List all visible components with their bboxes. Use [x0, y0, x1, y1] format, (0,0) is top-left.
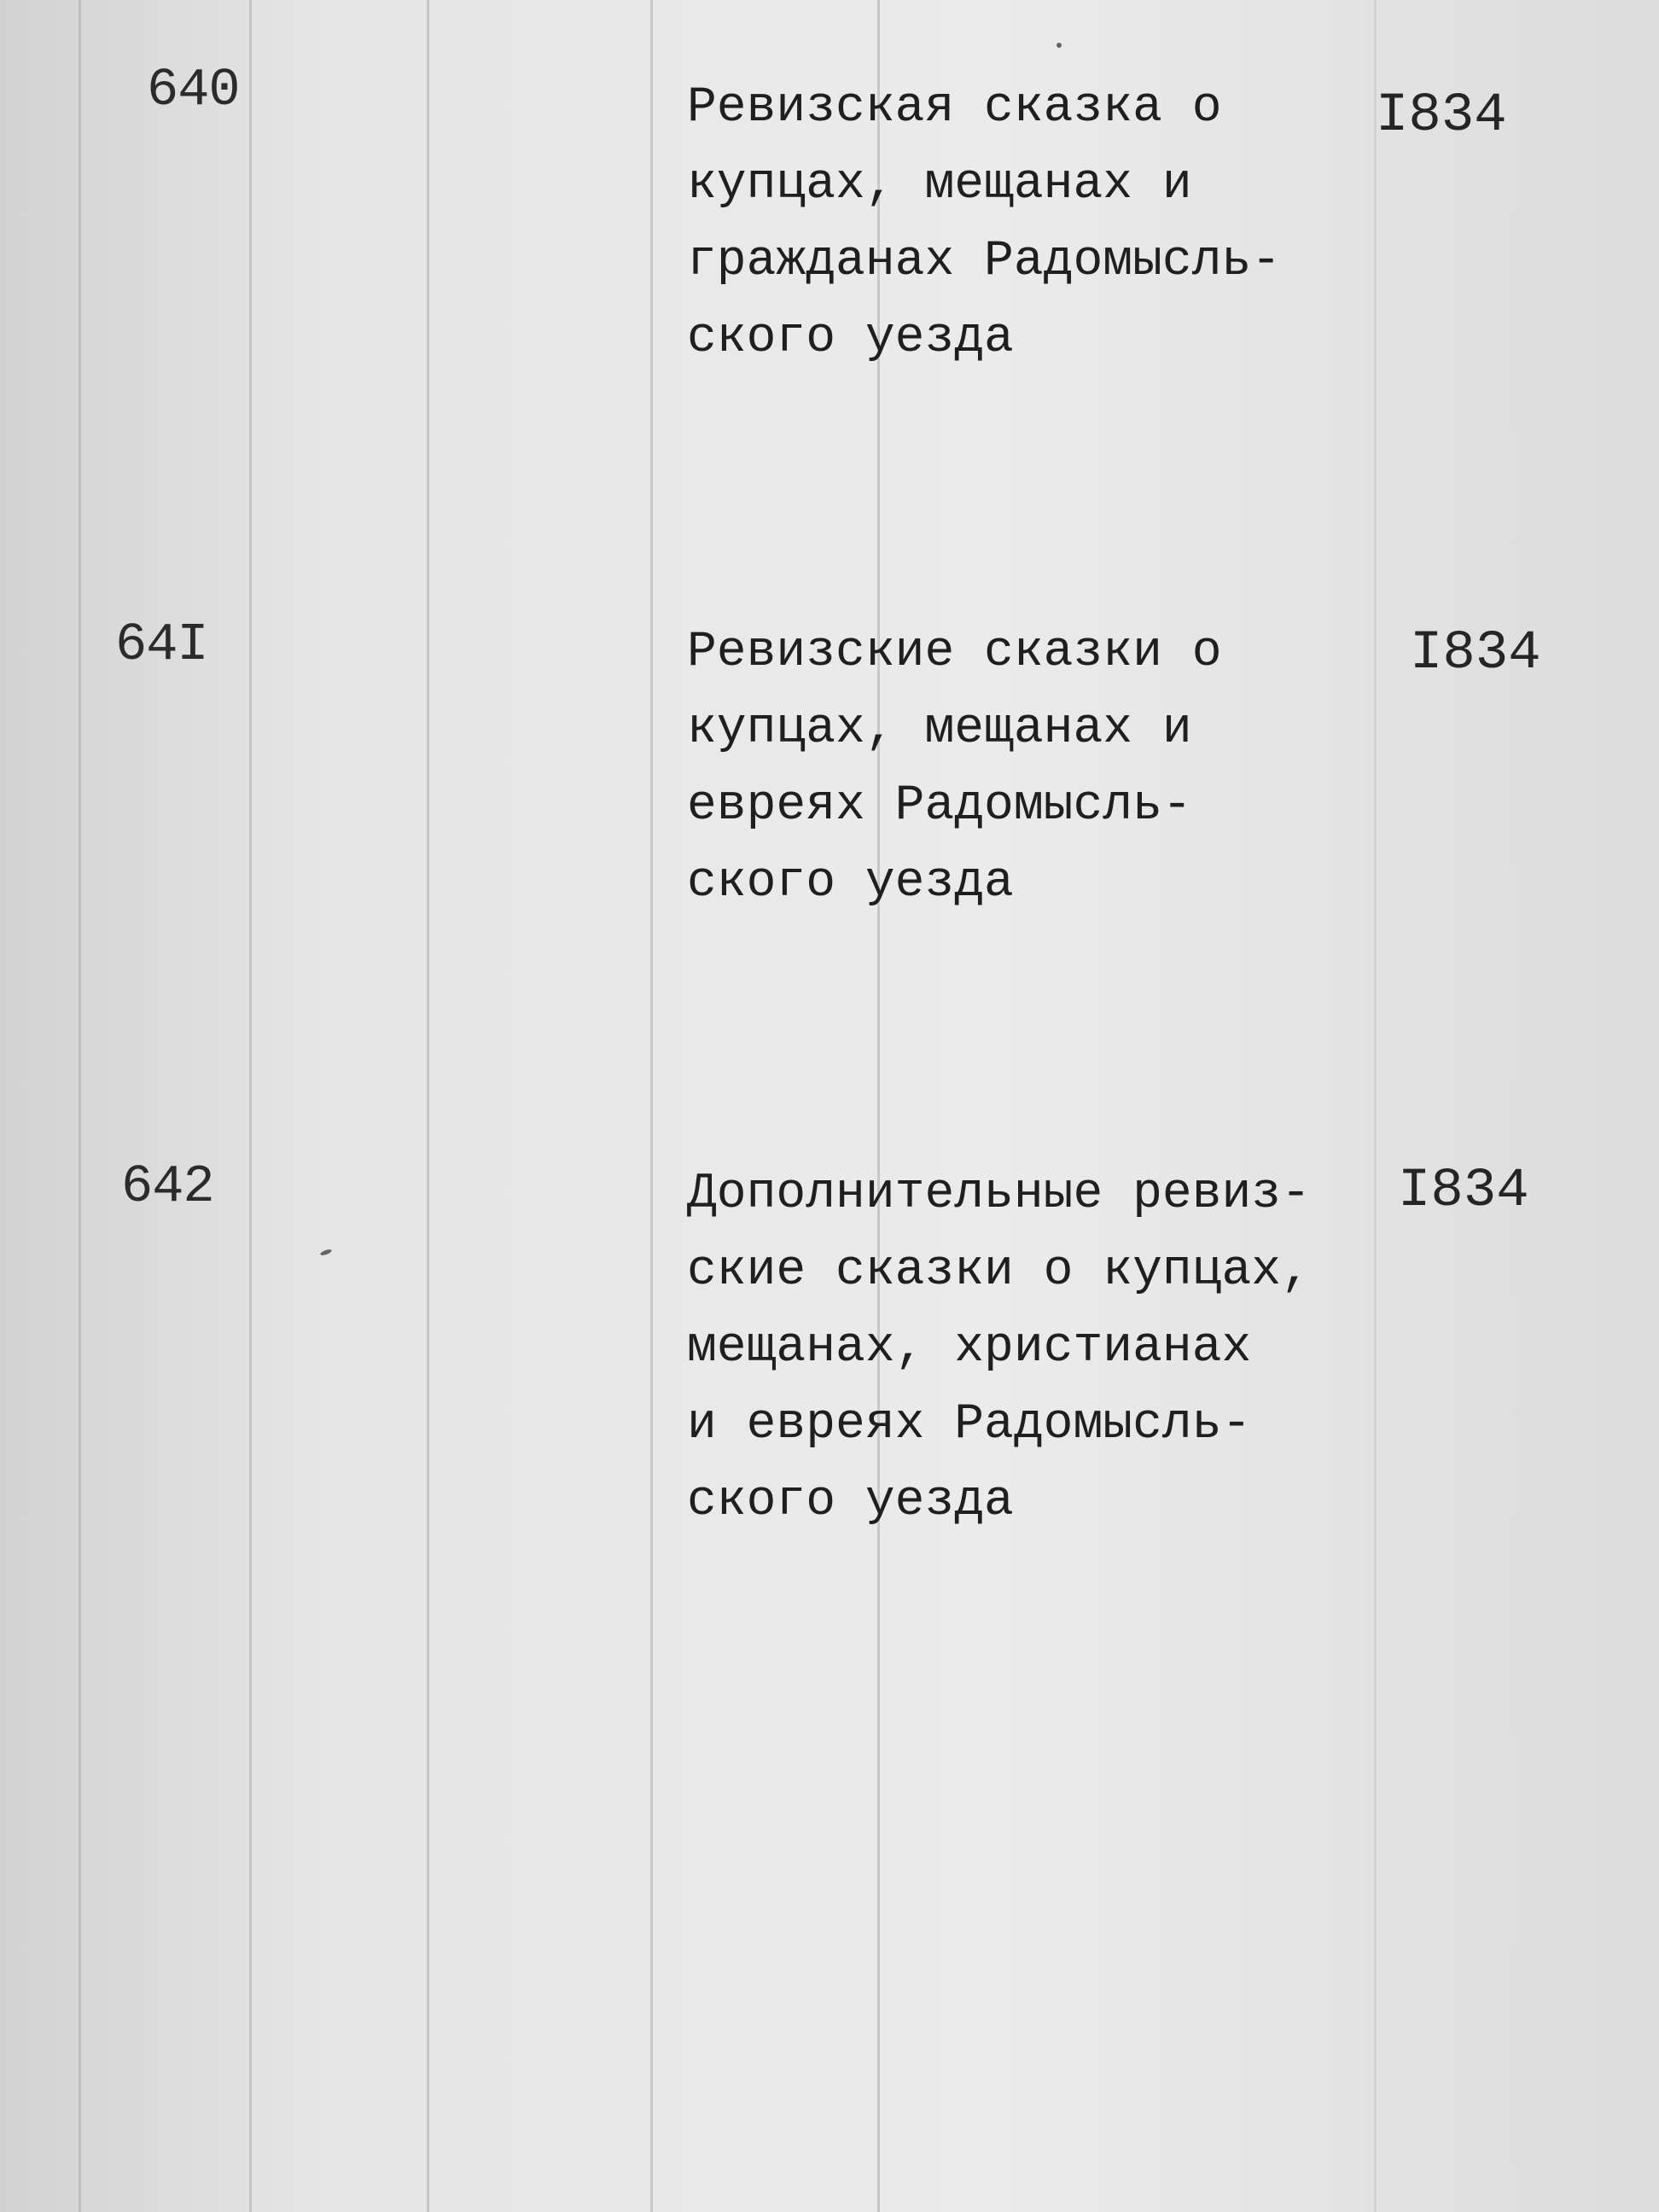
entry-number: 640: [147, 60, 240, 120]
paper-speck: [1057, 43, 1062, 48]
entry-year: I834: [1398, 1161, 1529, 1222]
entry-description: Ревизская сказка о купцах, мещанах и гражданах Радомысль- ского уезда: [687, 80, 1282, 366]
entry-year: I834: [1376, 85, 1507, 147]
entry-year: I834: [1410, 623, 1541, 684]
column-rule: [650, 0, 653, 2212]
entry-number: 642: [121, 1156, 214, 1217]
column-rule: [427, 0, 429, 2212]
entry-description: Ревизские сказки о купцах, мещанах и евреях Радомысль- ского уезда: [687, 625, 1222, 911]
entry-number: 64I: [115, 614, 208, 675]
column-rule: [79, 0, 81, 2212]
column-rule: [249, 0, 252, 2212]
paper-speck: [320, 1249, 333, 1256]
entry-description: Дополнительные ревиз- ские сказки о купцах, мещанах, христианах и евреях Радомысль- ского уезда: [687, 1167, 1311, 1529]
column-rule: [1374, 0, 1377, 2212]
